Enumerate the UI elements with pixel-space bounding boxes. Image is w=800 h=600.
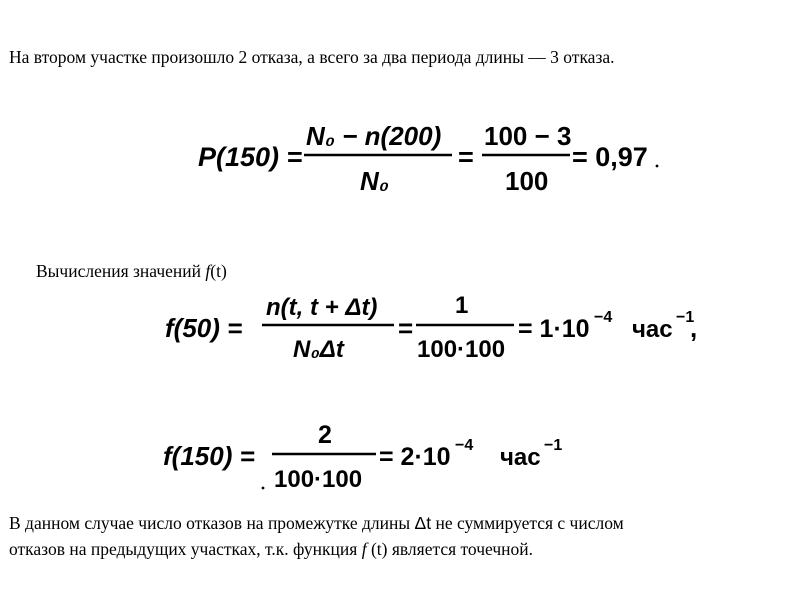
calc-prefix: Вычисления значений (36, 261, 206, 281)
eq1-result: = 0,97 (572, 142, 648, 172)
stray-dot (656, 165, 659, 168)
conclusion-line-2 (9, 536, 533, 562)
eq2-denominator-2: 100·100 (417, 336, 506, 363)
para2-f: f (361, 539, 367, 559)
eq1-denominator: N₀ (360, 166, 390, 196)
para-delta: Δt (414, 513, 432, 533)
conclusion-line-1 (9, 510, 624, 536)
eq1-lhs: P(150) = (198, 142, 303, 172)
calc-arg: (t) (210, 261, 227, 281)
eq2-exponent: −4 (594, 309, 613, 326)
eq3-exponent: −4 (455, 437, 474, 454)
eq2-lhs: f(50) = (165, 313, 243, 343)
para2-a: отказов на предыдущих участках, т.к. функция (9, 539, 362, 559)
eq1-numerator: N₀ − n(200) (306, 121, 442, 151)
eq1-equals: = (458, 142, 474, 172)
eq2-result: = 1·10 (518, 315, 590, 343)
eq2-unit: час (632, 316, 673, 343)
stray-dot-2 (262, 487, 265, 490)
eq2-equals: = (398, 313, 414, 343)
eq3-unit-exponent: −1 (544, 437, 563, 454)
eq3-denominator: 100·100 (274, 466, 363, 493)
eq3-result: = 2·10 (379, 443, 451, 471)
eq2-numerator-2: 1 (455, 292, 469, 319)
intro-sentence: На втором участке произошло 2 отказа, а всего за два периода длины — 3 отказа. (9, 47, 615, 67)
para-a: В данном случае число отказов на промежутке длины (9, 513, 415, 533)
para-b: не суммируется с числом (431, 513, 624, 533)
eq2-denominator: N₀Δt (293, 336, 344, 363)
eq3-unit: час (500, 444, 541, 471)
eq2-numerator: n(t, t + Δt) (266, 294, 378, 321)
calc-heading (36, 258, 227, 284)
calc-f: f (205, 261, 211, 281)
eq1-denominator-2: 100 (505, 166, 549, 196)
para2-b: (t) является точечной. (366, 539, 534, 559)
eq1-numerator-2: 100 − 3 (484, 121, 572, 151)
eq3-numerator: 2 (318, 421, 332, 449)
eq2-tail: , (690, 313, 698, 343)
eq2-unit-exponent: −1 (676, 309, 695, 326)
eq3-lhs: f(150) = (163, 441, 255, 471)
